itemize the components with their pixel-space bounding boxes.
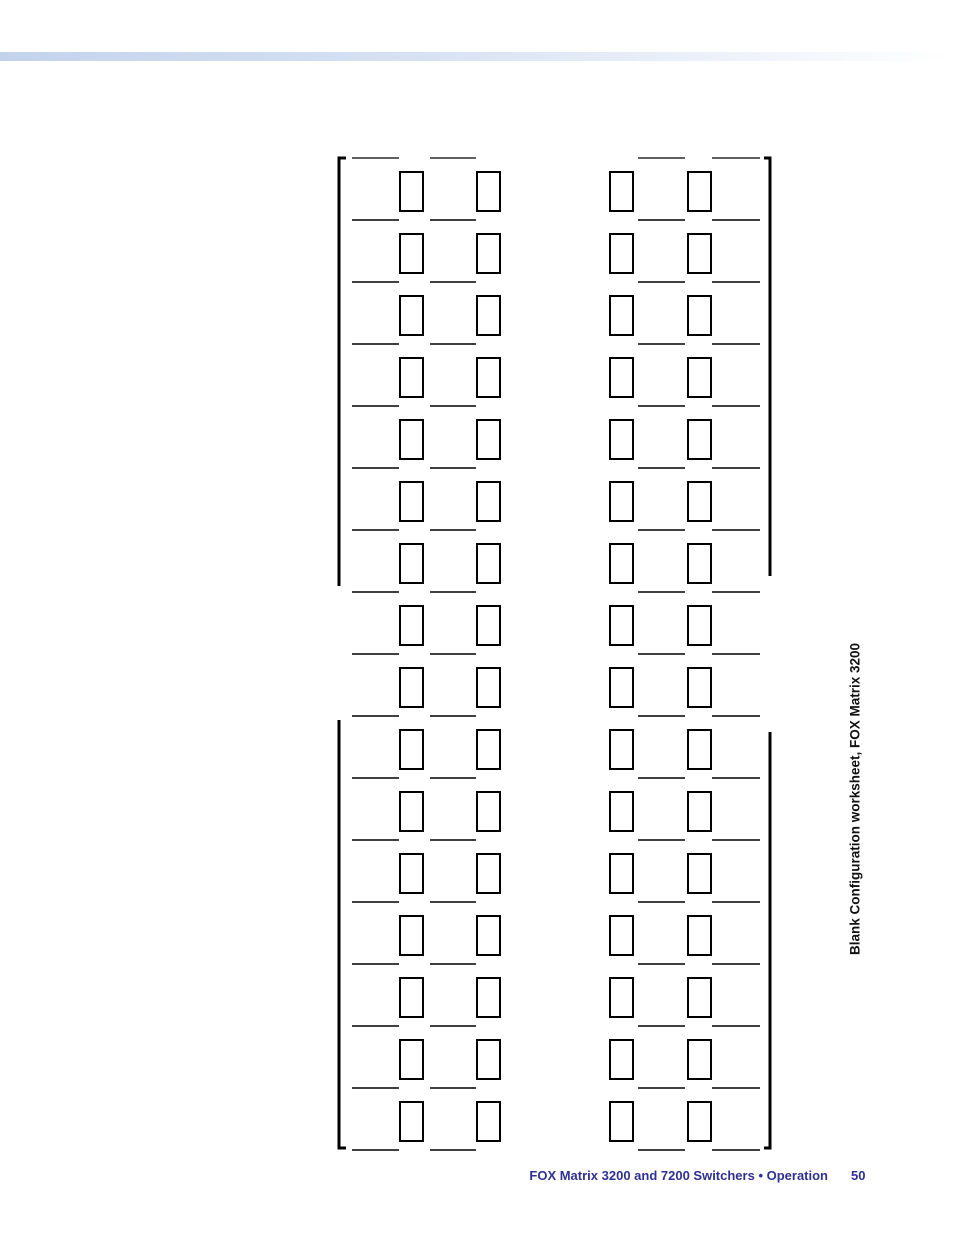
entry-box — [400, 482, 423, 521]
right-bracket-upper — [764, 158, 770, 576]
entry-box — [477, 1102, 500, 1141]
entry-box — [400, 730, 423, 769]
entry-box — [400, 544, 423, 583]
entry-box — [400, 668, 423, 707]
entry-box — [400, 606, 423, 645]
entry-box — [400, 420, 423, 459]
entry-box — [610, 420, 633, 459]
entry-box — [610, 1040, 633, 1079]
entry-box — [477, 544, 500, 583]
left-bracket-upper — [339, 158, 346, 586]
entry-box — [477, 234, 500, 273]
entry-box — [400, 1102, 423, 1141]
entry-box — [688, 296, 711, 335]
entry-box — [688, 172, 711, 211]
side-caption-text: Blank Configuration worksheet, FOX Matrix 3200 — [847, 642, 863, 956]
entry-box — [688, 730, 711, 769]
entry-box — [688, 792, 711, 831]
entry-box — [688, 234, 711, 273]
entry-box — [610, 1102, 633, 1141]
entry-box — [400, 978, 423, 1017]
entry-box — [610, 358, 633, 397]
entry-box — [610, 978, 633, 1017]
page-number: 50 — [851, 1168, 866, 1183]
right-bracket-lower — [764, 732, 770, 1148]
entry-box — [610, 792, 633, 831]
entry-box — [477, 792, 500, 831]
entry-box — [400, 172, 423, 211]
entry-box — [400, 234, 423, 273]
entry-box — [477, 296, 500, 335]
entry-box — [688, 606, 711, 645]
entry-box — [400, 854, 423, 893]
entry-box — [477, 730, 500, 769]
entry-box — [477, 420, 500, 459]
left-bracket-lower — [339, 720, 346, 1148]
entry-box — [477, 668, 500, 707]
entry-box — [400, 1040, 423, 1079]
entry-box — [610, 854, 633, 893]
entry-box — [610, 234, 633, 273]
entry-box — [477, 1040, 500, 1079]
entry-box — [688, 482, 711, 521]
entry-box — [688, 978, 711, 1017]
entry-box — [400, 296, 423, 335]
entry-box — [688, 420, 711, 459]
entry-box — [688, 1102, 711, 1141]
entry-box — [477, 606, 500, 645]
entry-box — [400, 792, 423, 831]
entry-box — [610, 482, 633, 521]
entry-box — [610, 544, 633, 583]
footer-title: FOX Matrix 3200 and 7200 Switchers • Operation — [529, 1168, 828, 1183]
entry-box — [477, 358, 500, 397]
entry-box — [688, 358, 711, 397]
entry-box — [400, 916, 423, 955]
entry-box — [477, 482, 500, 521]
entry-box — [688, 544, 711, 583]
entry-box — [610, 668, 633, 707]
entry-box — [477, 854, 500, 893]
entry-box — [477, 172, 500, 211]
entry-box — [688, 668, 711, 707]
entry-box — [610, 730, 633, 769]
entry-box — [610, 296, 633, 335]
entry-box — [688, 916, 711, 955]
entry-box — [610, 916, 633, 955]
entry-box — [477, 978, 500, 1017]
entry-box — [477, 916, 500, 955]
entry-box — [688, 1040, 711, 1079]
entry-box — [610, 172, 633, 211]
entry-box — [688, 854, 711, 893]
entry-box — [610, 606, 633, 645]
entry-box — [400, 358, 423, 397]
